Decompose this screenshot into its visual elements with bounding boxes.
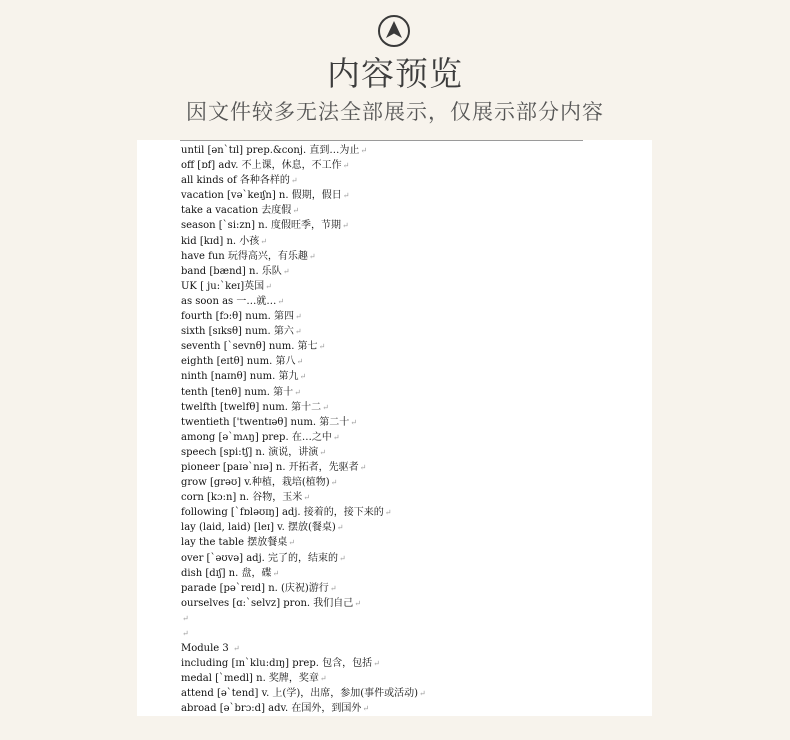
paragraph-mark: ↵ xyxy=(354,598,361,608)
vocabulary-line xyxy=(181,551,652,566)
page-subtitle: 因文件较多无法全部展示，仅展示部分内容 xyxy=(186,100,604,124)
vocabulary-entry: parade [pə`reɪd] n. (庆祝)游行 xyxy=(181,582,329,594)
vocabulary-list xyxy=(181,143,652,716)
vocabulary-line xyxy=(181,188,652,203)
vocabulary-entry: including [ɪn`klu:dɪŋ] prep. 包含，包括 xyxy=(181,658,373,670)
paragraph-mark: ↵ xyxy=(419,689,426,699)
vocabulary-entry: all kinds of 各种各样的 xyxy=(181,175,290,187)
paragraph-mark: ↵ xyxy=(319,674,327,684)
vocabulary-line xyxy=(181,369,652,384)
vocabulary-entry: Module 3 xyxy=(181,643,232,655)
paragraph-mark: ↵ xyxy=(308,251,316,261)
vocabulary-line xyxy=(181,535,652,550)
vocabulary-entry: ninth [naɪnθ] num. 第九 xyxy=(181,371,299,383)
vocabulary-line xyxy=(181,294,652,309)
paragraph-mark: ↵ xyxy=(296,357,304,367)
vocabulary-entry: attend [ə`tend] v. 上(学)，出席，参加(事件或活动) xyxy=(181,688,419,700)
vocabulary-line xyxy=(181,596,652,611)
paragraph-mark: ↵ xyxy=(288,538,295,548)
vocabulary-line xyxy=(181,641,652,656)
paragraph-mark: ↵ xyxy=(322,402,329,412)
paragraph-mark: ↵ xyxy=(265,281,272,291)
vocabulary-line xyxy=(181,566,652,581)
vocabulary-line xyxy=(181,415,652,430)
vocabulary-line xyxy=(181,218,652,233)
vocabulary-entry: abroad [ə`brɔ:d] adv. 在国外，到国外 xyxy=(181,703,362,715)
vocabulary-entry: off [ɒf] adv. 不上课，休息，不工作 xyxy=(181,160,342,172)
vocabulary-line xyxy=(181,309,652,324)
vocabulary-line xyxy=(181,324,652,339)
vocabulary-line xyxy=(181,460,652,475)
paragraph-mark: ↵ xyxy=(277,296,285,306)
paragraph-mark: ↵ xyxy=(360,146,368,155)
vocabulary-line xyxy=(181,701,652,716)
vocabulary-entry: lay the table 摆放餐桌 xyxy=(181,537,288,549)
vocabulary-entry: grow [grəʊ] v.种植，栽培(植物) xyxy=(181,477,330,489)
document-preview xyxy=(137,140,652,716)
paragraph-mark: ↵ xyxy=(342,161,350,171)
vocabulary-entry: eighth [eɪtθ] num. 第八 xyxy=(181,356,296,368)
vocabulary-entry: among [ə`mʌŋ] prep. 在…之中 xyxy=(181,431,332,443)
page-title: 内容预览 xyxy=(327,54,463,93)
vocabulary-entry: twentieth ['twentɪəθ] num. 第二十 xyxy=(181,416,350,428)
paragraph-mark: ↵ xyxy=(329,583,337,593)
vocabulary-entry: twelfth [twelfθ] num. 第十二 xyxy=(181,401,322,413)
paragraph-mark: ↵ xyxy=(362,704,370,714)
vocabulary-line xyxy=(181,671,652,686)
vocabulary-line xyxy=(181,490,652,505)
paragraph-mark: ↵ xyxy=(339,553,346,563)
vocabulary-line xyxy=(181,249,652,264)
vocabulary-entry: have fun 玩得高兴，有乐趣 xyxy=(181,250,308,262)
vocabulary-line xyxy=(181,475,652,490)
paragraph-mark: ↵ xyxy=(318,342,326,352)
vocabulary-entry: following [`fɒləʊɪŋ] adj. 接着的，接下来的 xyxy=(181,507,384,519)
vocabulary-entry: pioneer [paɪə`nɪə] n. 开拓者，先驱者 xyxy=(181,461,359,473)
vocabulary-entry: as soon as 一…就… xyxy=(181,295,277,307)
vocabulary-entry: take a vacation 去度假 xyxy=(181,205,292,217)
vocabulary-line xyxy=(181,279,652,294)
vocabulary-line xyxy=(181,143,652,158)
vocabulary-line xyxy=(181,385,652,400)
vocabulary-line xyxy=(181,339,652,354)
paragraph-mark: ↵ xyxy=(294,327,302,337)
vocabulary-line xyxy=(181,173,652,188)
vocabulary-line xyxy=(181,158,652,173)
paragraph-mark: ↵ xyxy=(294,312,302,322)
vocabulary-line xyxy=(181,626,652,641)
paragraph-mark: ↵ xyxy=(350,417,357,427)
vocabulary-entry: UK [ ju:`keɪ]英国 xyxy=(181,280,265,292)
vocabulary-line xyxy=(181,505,652,520)
vocabulary-entry: speech [spi:tʃ] n. 演说，讲演 xyxy=(181,446,319,458)
paragraph-mark: ↵ xyxy=(336,523,344,533)
compass-arrow-icon xyxy=(377,14,411,48)
header-rule xyxy=(180,140,583,141)
paragraph-mark: ↵ xyxy=(359,462,367,472)
vocabulary-entry: until [ən`tɪl] prep.&conj. 直到…为止 xyxy=(181,145,360,156)
vocabulary-entry: band [bænd] n. 乐队 xyxy=(181,265,282,277)
vocabulary-entry: fourth [fɔ:θ] num. 第四 xyxy=(181,311,294,323)
vocabulary-line xyxy=(181,354,652,369)
vocabulary-entry: season [`si:zn] n. 度假旺季，节期 xyxy=(181,220,341,232)
paragraph-mark: ↵ xyxy=(319,447,326,457)
paragraph-mark: ↵ xyxy=(330,478,338,488)
paragraph-mark: ↵ xyxy=(292,206,300,216)
paragraph-mark: ↵ xyxy=(272,568,280,578)
vocabulary-line xyxy=(181,400,652,415)
vocabulary-line xyxy=(181,430,652,445)
vocabulary-line xyxy=(181,203,652,218)
vocabulary-line xyxy=(181,445,652,460)
vocabulary-entry: corn [kɔ:n] n. 谷物，玉米 xyxy=(181,492,303,504)
paragraph-mark: ↵ xyxy=(182,629,189,638)
vocabulary-line xyxy=(181,656,652,671)
paragraph-mark: ↵ xyxy=(384,508,392,518)
paragraph-mark: ↵ xyxy=(303,493,310,503)
vocabulary-line xyxy=(181,520,652,535)
vocabulary-entry: medal [`medl] n. 奖牌，奖章 xyxy=(181,673,319,685)
vocabulary-line xyxy=(181,611,652,626)
vocabulary-entry: kid [kɪd] n. 小孩 xyxy=(181,235,260,247)
vocabulary-entry: tenth [tenθ] num. 第十 xyxy=(181,386,294,398)
vocabulary-entry: dish [dɪʃ] n. 盘，碟 xyxy=(181,567,272,579)
vocabulary-entry: vacation [və`keɪʃn] n. 假期，假日 xyxy=(181,190,342,202)
vocabulary-line xyxy=(181,234,652,249)
paragraph-mark: ↵ xyxy=(342,191,350,201)
vocabulary-entry: lay (laid, laid) [leɪ] v. 摆放(餐桌) xyxy=(181,522,336,534)
vocabulary-entry: seventh [`sevnθ] num. 第七 xyxy=(181,341,318,353)
vocabulary-line xyxy=(181,581,652,596)
vocabulary-entry: sixth [sɪksθ] num. 第六 xyxy=(181,326,294,338)
paragraph-mark: ↵ xyxy=(182,613,189,623)
paragraph-mark: ↵ xyxy=(290,176,298,186)
vocabulary-line xyxy=(181,686,652,701)
paragraph-mark: ↵ xyxy=(294,387,301,397)
paragraph-mark: ↵ xyxy=(373,659,380,669)
paragraph-mark: ↵ xyxy=(341,221,349,231)
paragraph-mark: ↵ xyxy=(260,236,267,246)
paragraph-mark: ↵ xyxy=(282,266,290,276)
vocabulary-line xyxy=(181,264,652,279)
paragraph-mark: ↵ xyxy=(232,644,240,654)
paragraph-mark: ↵ xyxy=(332,432,340,442)
vocabulary-entry: over [`əʊvə] adj. 完了的，结束的 xyxy=(181,552,339,564)
vocabulary-entry: ourselves [ɑ:`selvz] pron. 我们自己 xyxy=(181,597,354,609)
paragraph-mark: ↵ xyxy=(299,372,307,382)
